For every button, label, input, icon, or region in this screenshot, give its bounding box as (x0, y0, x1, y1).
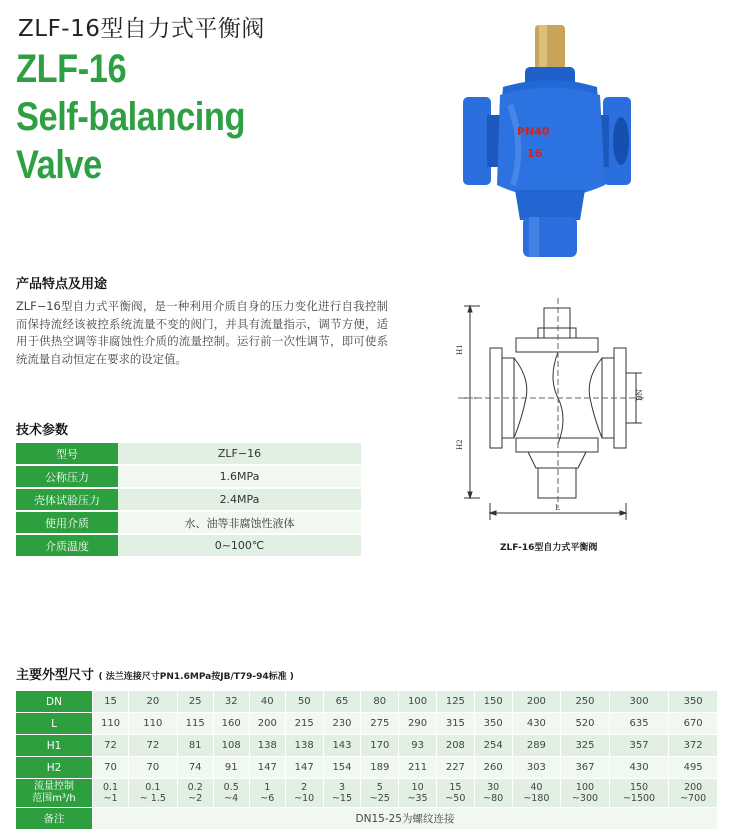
dimensions-cell: 357 (609, 735, 668, 757)
flow-max: ~10 (294, 793, 315, 804)
dimensions-cell: 100 (399, 691, 437, 713)
dimensions-cell: 110 (129, 713, 178, 735)
flow-min: 1 (264, 782, 271, 793)
spec-key: 使用介质 (16, 511, 118, 534)
spec-value: 水、油等非腐蚀性液体 (118, 511, 361, 534)
flow-max: ~6 (260, 793, 275, 804)
product-photo (455, 25, 670, 265)
dimensions-row-label: H1 (16, 735, 93, 757)
flow-min: 150 (629, 782, 649, 793)
flow-min: 5 (376, 782, 383, 793)
flow-max: ~50 (445, 793, 466, 804)
flow-min: 0.5 (223, 782, 239, 793)
specs-heading: 技术参数 (16, 423, 69, 438)
label-h2: H2 (456, 439, 464, 450)
dimensions-cell: 430 (512, 713, 561, 735)
photo-marking-pn: PN40 (517, 125, 550, 138)
flow-min: 0.1 (145, 782, 161, 793)
dimensions-row-label: H2 (16, 757, 93, 779)
spec-row (16, 465, 361, 488)
spec-value: 0~100℃ (118, 534, 361, 557)
dimensions-cell: 350 (669, 691, 718, 713)
flow-max: ~25 (369, 793, 390, 804)
dimensions-cell: 20 (129, 691, 178, 713)
dimensions-cell: 303 (512, 757, 561, 779)
title-en-line3: Valve (16, 143, 102, 187)
dimensions-cell: 25 (177, 691, 213, 713)
features-text: ZLF−16型自力式平衡阀，是一种利用介质自身的压力变化进行自我控制而保持流经该被控系统流量不变的阀门，并具有流量指示，调节方便，适用于供热空调等非腐蚀性介质的流量控制。运行前一次性调节，即可使系统流量自动恒定在要求的设定值。 (16, 299, 388, 366)
technical-drawing (458, 298, 648, 533)
dimensions-cell: 215 (285, 713, 323, 735)
dimensions-cell: 143 (323, 735, 361, 757)
flow-cell (669, 779, 718, 808)
dimensions-cell: 125 (436, 691, 474, 713)
dimensions-cell: 154 (323, 757, 361, 779)
dimensions-cell: 15 (93, 691, 129, 713)
dimensions-cell: 367 (561, 757, 610, 779)
flow-min: 0.2 (187, 782, 203, 793)
dimensions-cell: 93 (399, 735, 437, 757)
features-heading: 产品特点及用途 (16, 277, 108, 292)
flow-max: ~2 (188, 793, 203, 804)
spec-row (16, 511, 361, 534)
flow-cell (323, 779, 361, 808)
specs-table (16, 443, 361, 558)
spec-row (16, 443, 361, 465)
dimensions-cell: 108 (213, 735, 249, 757)
flow-max: ~ 1.5 (139, 793, 166, 804)
dimensions-row-label: L (16, 713, 93, 735)
dimensions-cell: 50 (285, 691, 323, 713)
spec-value: 2.4MPa (118, 488, 361, 511)
dimensions-table (16, 691, 718, 830)
dimensions-cell: 260 (474, 757, 512, 779)
dimensions-cell: 110 (93, 713, 129, 735)
dimensions-cell: 150 (474, 691, 512, 713)
dimensions-cell: 189 (361, 757, 399, 779)
dimensions-cell: 200 (249, 713, 285, 735)
flow-cell (561, 779, 610, 808)
dimensions-cell: 91 (213, 757, 249, 779)
flow-max: ~80 (483, 793, 504, 804)
flow-cell (474, 779, 512, 808)
dimensions-row (16, 757, 718, 779)
dimensions-cell: 495 (669, 757, 718, 779)
dimensions-cell: 350 (474, 713, 512, 735)
dimensions-cell: 170 (361, 735, 399, 757)
spec-row (16, 488, 361, 511)
spec-value: ZLF−16 (118, 443, 361, 465)
dimensions-cell: 520 (561, 713, 610, 735)
dimensions-cell: 200 (512, 691, 561, 713)
dimensions-cell: 208 (436, 735, 474, 757)
dimensions-cell: 325 (561, 735, 610, 757)
title-en-model: ZLF-16 (16, 47, 127, 91)
dimensions-cell: 72 (93, 735, 129, 757)
diagram-caption: ZLF-16型自力式平衡阀 (500, 543, 598, 553)
dimensions-cell: 147 (285, 757, 323, 779)
flow-min: 200 (684, 782, 703, 793)
flow-min: 2 (301, 782, 308, 793)
dimensions-cell: 430 (609, 757, 668, 779)
page-title-cn: ZLF-16型自力式平衡阀 (18, 16, 265, 42)
flow-cell (93, 779, 129, 808)
flow-label-line1: 流量控制 (34, 781, 74, 792)
flow-cell (213, 779, 249, 808)
flow-cell (361, 779, 399, 808)
flow-cell (129, 779, 178, 808)
dimensions-cell: 74 (177, 757, 213, 779)
dimensions-note: ( 法兰连接尺寸PN1.6MPa按JB/T79-94标准 ) (98, 672, 294, 682)
dimensions-cell: 40 (249, 691, 285, 713)
flow-min: 100 (575, 782, 595, 793)
dimensions-cell: 72 (129, 735, 178, 757)
spec-key: 公称压力 (16, 465, 118, 488)
flow-min: 3 (338, 782, 346, 793)
remark-value: DN15-25为螺纹连接 (93, 808, 718, 830)
dimensions-cell: 372 (669, 735, 718, 757)
dimensions-row-flow (16, 779, 718, 808)
flow-cell (249, 779, 285, 808)
flow-max: ~35 (407, 793, 428, 804)
flow-cell (399, 779, 437, 808)
flow-min: 40 (530, 782, 543, 793)
dimensions-row-label: DN (16, 691, 93, 713)
photo-marking-size: 16 (527, 147, 543, 160)
dimensions-row (16, 735, 718, 757)
dimensions-cell: 635 (609, 713, 668, 735)
dimensions-cell: 254 (474, 735, 512, 757)
flow-cell (285, 779, 323, 808)
flow-min: 15 (449, 782, 462, 793)
dimensions-cell: 138 (249, 735, 285, 757)
dimensions-cell: 32 (213, 691, 249, 713)
dimensions-cell: 227 (436, 757, 474, 779)
spec-row (16, 534, 361, 557)
label-dn: DN (636, 389, 644, 401)
flow-label (16, 779, 93, 808)
dimensions-row-remark (16, 808, 718, 830)
dimensions-title: 主要外型尺寸 (16, 668, 95, 683)
flow-max: ~1 (103, 793, 118, 804)
spec-value: 1.6MPa (118, 465, 361, 488)
flow-max: ~1500 (622, 793, 656, 804)
dimensions-cell: 230 (323, 713, 361, 735)
dimensions-cell: 289 (512, 735, 561, 757)
flow-max: ~700 (680, 793, 707, 804)
dimensions-cell: 138 (285, 735, 323, 757)
flow-max: ~4 (224, 793, 239, 804)
dimensions-cell: 70 (93, 757, 129, 779)
dimensions-cell: 65 (323, 691, 361, 713)
flow-cell (177, 779, 213, 808)
dimensions-cell: 115 (177, 713, 213, 735)
flow-min: 10 (411, 782, 424, 793)
dimensions-cell: 80 (361, 691, 399, 713)
spec-key: 壳体试验压力 (16, 488, 118, 511)
dimensions-cell: 81 (177, 735, 213, 757)
dimensions-cell: 300 (609, 691, 668, 713)
dimensions-row (16, 713, 718, 735)
remark-label: 备注 (16, 808, 93, 830)
spec-key: 介质温度 (16, 534, 118, 557)
label-h1: H1 (456, 344, 464, 355)
dimensions-cell: 160 (213, 713, 249, 735)
label-l: L (555, 504, 560, 512)
flow-cell (436, 779, 474, 808)
dimensions-cell: 290 (399, 713, 437, 735)
flow-max: ~300 (571, 793, 599, 804)
spec-key: 型号 (16, 443, 118, 465)
flow-min: 0.1 (102, 782, 119, 793)
flow-cell (512, 779, 561, 808)
dimensions-cell: 70 (129, 757, 178, 779)
flow-cell (609, 779, 668, 808)
dimensions-heading (16, 664, 294, 683)
dimensions-cell: 315 (436, 713, 474, 735)
dimensions-cell: 250 (561, 691, 610, 713)
flow-max: ~180 (523, 793, 550, 804)
flow-min: 30 (487, 782, 500, 793)
flow-label-line2: 范围m³/h (32, 793, 76, 804)
dimensions-cell: 670 (669, 713, 718, 735)
title-en-line2: Self-balancing (16, 95, 246, 139)
dimensions-cell: 275 (361, 713, 399, 735)
dimensions-cell: 211 (399, 757, 437, 779)
dimensions-row (16, 691, 718, 713)
dimensions-cell: 147 (249, 757, 285, 779)
valve-left-flange (463, 97, 491, 185)
flow-max: ~15 (331, 793, 353, 804)
